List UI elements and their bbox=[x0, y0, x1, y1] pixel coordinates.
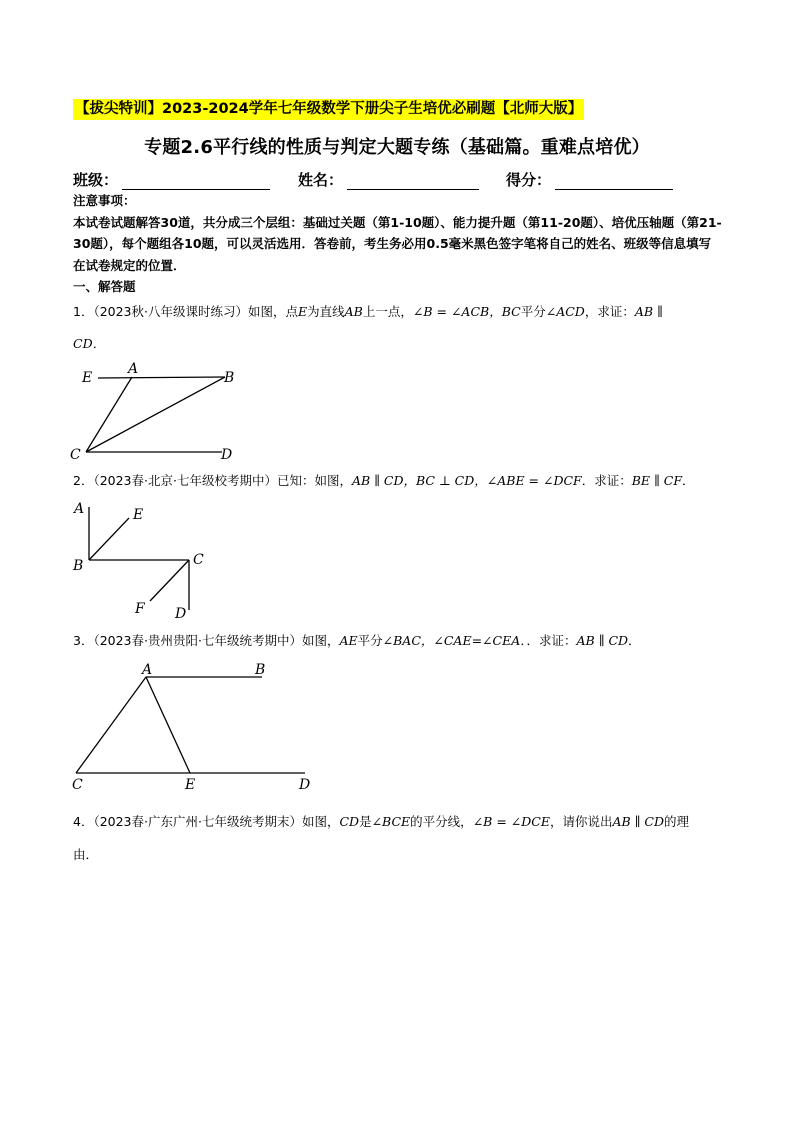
q3-text: 3．（2023春·贵州贵阳·七年级统考期中）如图， bbox=[73, 633, 340, 648]
name-field bbox=[298, 169, 479, 190]
q4-text: 的理 bbox=[664, 814, 690, 829]
fig3-label-C: C bbox=[72, 777, 83, 793]
fig1-label-D: D bbox=[221, 447, 233, 463]
fig2-label-C: C bbox=[193, 552, 204, 568]
fig3-label-B: B bbox=[255, 662, 266, 678]
q4-math: ∠B = ∠DCE bbox=[472, 814, 550, 829]
q2-text: ．求证： bbox=[581, 473, 632, 488]
class-label: 班级： bbox=[73, 171, 119, 189]
name-blank[interactable] bbox=[347, 175, 479, 190]
question-1-line2 bbox=[73, 332, 733, 356]
class-blank[interactable] bbox=[122, 175, 270, 190]
score-label: 得分： bbox=[506, 171, 552, 189]
q4-text: 由． bbox=[73, 847, 99, 862]
q3-math: AB ∥ CD bbox=[576, 633, 629, 648]
q4-text: ，请你说出 bbox=[549, 814, 613, 829]
q1-text: 为直线 bbox=[307, 304, 345, 319]
q1-math: ∠B = ∠ACB，BC bbox=[412, 304, 521, 319]
score-blank[interactable] bbox=[555, 175, 673, 190]
q1-text: CD． bbox=[73, 336, 106, 351]
name-label: 姓名： bbox=[298, 171, 344, 189]
figure-2 bbox=[65, 497, 215, 627]
fig1-label-C: C bbox=[70, 447, 81, 463]
q4-text: 的平分线， bbox=[410, 814, 473, 829]
fig1-label-E: E bbox=[82, 370, 93, 386]
question-3 bbox=[73, 629, 733, 653]
q3-text: ． bbox=[628, 633, 641, 648]
question-4-line2 bbox=[73, 843, 733, 867]
fig1-label-B: B bbox=[224, 370, 235, 386]
q4-text: 是 bbox=[359, 814, 372, 829]
section-heading: 一、解答题 bbox=[73, 279, 136, 294]
question-2 bbox=[73, 469, 733, 493]
q2-text: ． bbox=[682, 473, 695, 488]
score-field bbox=[506, 169, 673, 190]
class-field bbox=[73, 169, 270, 190]
fig2-label-A: A bbox=[74, 501, 85, 517]
q3-math: ∠BAC，∠CAE=∠CEA． bbox=[382, 633, 527, 648]
q1-math: E bbox=[298, 304, 308, 319]
figure-1 bbox=[60, 360, 260, 465]
q4-math: CD bbox=[339, 814, 360, 829]
question-4 bbox=[73, 810, 733, 834]
page-title: 专题2.6平行线的性质与判定大题专练（基础篇。重难点培优） bbox=[144, 137, 650, 158]
header-banner: 【拔尖特训】2023-2024学年七年级数学下册尖子生培优必刷题【北师大版】 bbox=[73, 99, 584, 120]
fig3-label-A: A bbox=[142, 662, 153, 678]
q4-math: AB ∥ CD bbox=[612, 814, 664, 829]
fig2-label-E: E bbox=[133, 507, 144, 523]
q1-text: 平分 bbox=[520, 304, 546, 319]
fig1-label-A: A bbox=[128, 361, 139, 377]
q2-math: AB ∥ CD，BC ⊥ CD，∠ABE = ∠DCF bbox=[351, 473, 582, 488]
figure-3 bbox=[62, 660, 322, 795]
q1-math: AB ∥ bbox=[634, 304, 663, 319]
notes-block bbox=[73, 190, 723, 298]
q1-text: ，求证： bbox=[584, 304, 635, 319]
q2-text: 2．（2023春·北京·七年级校考期中）已知：如图， bbox=[73, 473, 352, 488]
q4-math: ∠BCE bbox=[371, 814, 411, 829]
q1-text: 上一点， bbox=[362, 304, 413, 319]
notes-heading: 注意事项： bbox=[73, 193, 136, 208]
fig2-label-F: F bbox=[135, 601, 145, 617]
notes-body: 本试卷试题解答30道，共分成三个层组：基础过关题（第1-10题）、能力提升题（第11-20题）、培优压轴题（第21-30题），每个题组各10题，可以灵活选用．答卷前，考生务必用0.5毫米黑色签字笔将自己的姓名、班级等信息填写在试卷规定的位置． bbox=[73, 214, 722, 273]
q3-math: AE bbox=[339, 633, 358, 648]
q3-text: ．求证： bbox=[526, 633, 577, 648]
fig2-label-D: D bbox=[175, 606, 187, 622]
q1-math: ∠ACD bbox=[545, 304, 585, 319]
q1-math: AB bbox=[344, 304, 363, 319]
q1-text: 1．（2023秋·八年级课时练习）如图，点 bbox=[73, 304, 298, 319]
q3-text: 平分 bbox=[357, 633, 383, 648]
fig2-label-B: B bbox=[73, 558, 84, 574]
q2-math: BE ∥ CF bbox=[631, 473, 683, 488]
question-1 bbox=[73, 300, 733, 324]
q4-text: 4．（2023春·广东广州·七年级统考期末）如图， bbox=[73, 814, 340, 829]
fig3-label-D: D bbox=[299, 777, 311, 793]
fig3-label-E: E bbox=[185, 777, 196, 793]
